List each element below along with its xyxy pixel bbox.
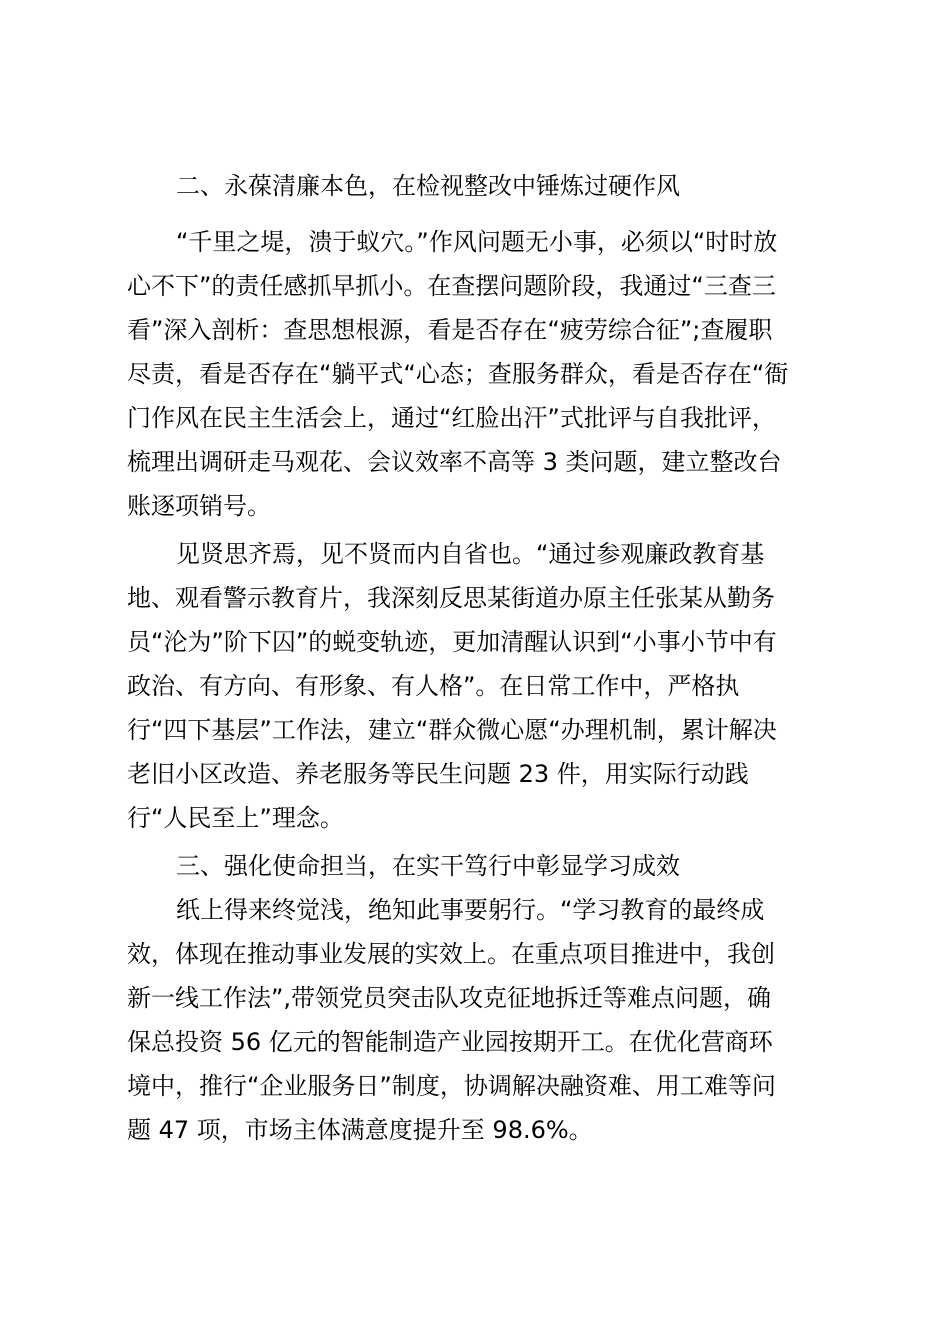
paragraph-line: 老旧小区改造、养老服务等民生问题 23 件，用实际行动践 — [127, 760, 749, 788]
section-heading-2: 二、永葆清廉本色，在检视整改中锤炼过硬作风 — [176, 172, 680, 200]
paragraph-line: 心不下”的责任感抓早抓小。在查摆问题阶段，我通过“三查三 — [127, 272, 776, 300]
paragraph-line: 纸上得来终觉浅，绝知此事要躬行。“学习教育的最终成 — [176, 896, 765, 924]
paragraph-line: 尽责，看是否存在“躺平式“心态；查服务群众，看是否存在“衙 — [127, 360, 789, 388]
paragraph-line: 地、观看警示教育片，我深刻反思某街道办原主任张某从勤务 — [127, 584, 775, 612]
paragraph-line: 新一线工作法”,带领党员突击队攻克征地拆迁等难点问题，确 — [127, 984, 772, 1012]
paragraph-line: 效，体现在推动事业发展的实效上。在重点项目推进中，我创 — [127, 940, 775, 968]
paragraph-line: 题 47 项，市场主体满意度提升至 98.6%。 — [127, 1116, 593, 1144]
paragraph-line: 看”深入剖析：查思想根源，看是否存在“疲劳综合征”;查履职 — [127, 316, 773, 344]
paragraph-line: 保总投资 56 亿元的智能制造产业园按期开工。在优化营商环 — [127, 1028, 773, 1056]
paragraph-line: 见贤思齐焉，见不贤而内自省也。“通过参观廉政教育基 — [176, 540, 765, 568]
paragraph-line: “千里之堤，溃于蚁穴。”作风问题无小事，必须以“时时放 — [176, 228, 778, 256]
paragraph-line: 员“沦为”阶下囚”的蜕变轨迹，更加清醒认识到“小事小节中有 — [127, 628, 777, 656]
section-heading-3: 三、强化使命担当，在实干笃行中彰显学习成效 — [176, 852, 680, 880]
paragraph-line: 账逐项销号。 — [127, 492, 271, 520]
paragraph-line: 梳理出调研走马观花、会议效率不高等 3 类问题，建立整改台 — [127, 448, 782, 476]
paragraph-line: 政治、有方向、有形象、有人格”。在日常工作中，严格执 — [127, 672, 740, 700]
paragraph-line: 行“人民至上”理念。 — [127, 804, 344, 832]
paragraph-line: 境中，推行“企业服务日”制度，协调解决融资难、用工难等问 — [127, 1072, 776, 1100]
paragraph-line: 门作风在民主生活会上，通过“红脸出汗”式批评与自我批评， — [127, 404, 776, 432]
paragraph-line: 行“四下基层”工作法，建立“群众微心愿“办理机制，累计解决 — [127, 716, 777, 744]
